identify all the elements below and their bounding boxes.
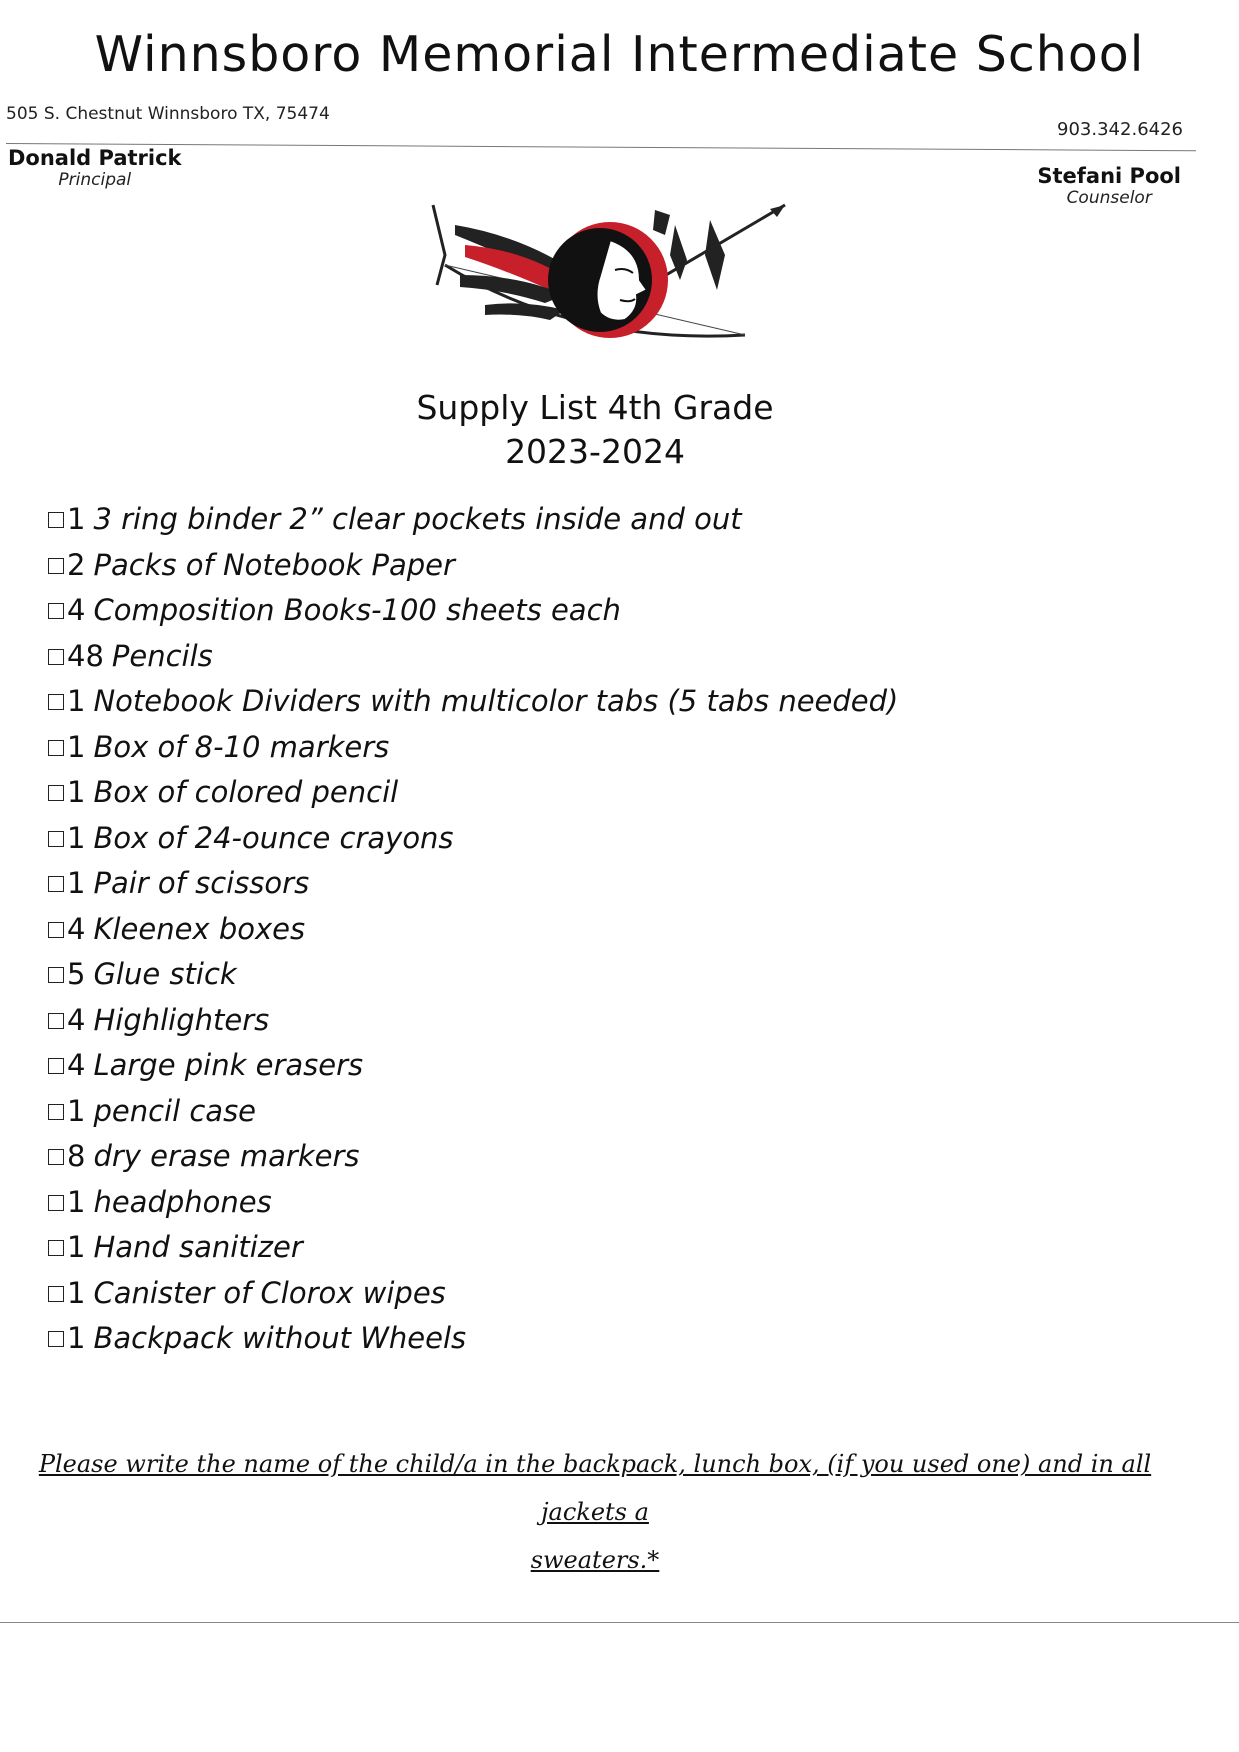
item-quantity: 1 xyxy=(67,684,86,718)
item-quantity: 4 xyxy=(67,911,86,946)
item-text: Packs of Notebook Paper xyxy=(93,547,455,582)
labeling-note xyxy=(0,1440,1190,1584)
item-text: Hand sanitizer xyxy=(93,1230,303,1264)
school-name: Winnsboro Memorial Intermediate School xyxy=(94,26,1145,83)
item-quantity: 1 xyxy=(67,729,86,764)
item-quantity: 1 xyxy=(67,502,86,536)
title-year: 2023-2024 xyxy=(505,432,685,471)
item-text: pencil case xyxy=(93,1093,257,1128)
item-quantity: 4 xyxy=(67,1048,86,1082)
checkbox-icon[interactable] xyxy=(48,1149,64,1165)
school-phone: 903.342.6426 xyxy=(1057,119,1183,140)
header-divider xyxy=(6,143,1196,151)
checkbox-icon[interactable] xyxy=(48,1286,64,1302)
list-item xyxy=(48,821,898,867)
list-item xyxy=(48,593,898,639)
checkbox-icon[interactable] xyxy=(48,1058,64,1074)
list-item xyxy=(48,730,898,776)
list-item xyxy=(48,1185,898,1231)
item-text: Notebook Dividers with multicolor tabs (5 tabs needed) xyxy=(93,684,899,718)
item-quantity: 48 xyxy=(67,638,104,673)
item-quantity: 8 xyxy=(67,1139,86,1173)
item-quantity: 1 xyxy=(67,866,86,900)
list-item xyxy=(48,1139,898,1185)
checkbox-icon[interactable] xyxy=(48,1240,64,1256)
item-quantity: 1 xyxy=(67,820,86,855)
checkbox-icon[interactable] xyxy=(48,967,64,983)
principal-block xyxy=(8,146,182,190)
checkbox-icon[interactable] xyxy=(48,694,64,710)
title-line: Supply List 4th Grade xyxy=(416,388,774,427)
footer-divider xyxy=(0,1622,1239,1623)
item-quantity: 1 xyxy=(67,1275,86,1310)
list-item xyxy=(48,1003,898,1049)
item-text: 3 ring binder 2” clear pockets inside and out xyxy=(93,502,742,536)
item-text: Kleenex boxes xyxy=(93,911,306,946)
item-quantity: 4 xyxy=(67,1002,86,1037)
checkbox-icon[interactable] xyxy=(48,1104,64,1120)
item-quantity: 1 xyxy=(67,1321,86,1355)
item-text: Backpack without Wheels xyxy=(93,1321,467,1355)
item-text: Canister of Clorox wipes xyxy=(93,1275,446,1310)
list-item xyxy=(48,548,898,594)
mascot-logo-icon xyxy=(425,195,800,360)
list-item xyxy=(48,1276,898,1322)
list-item xyxy=(48,1048,898,1094)
item-text: Glue stick xyxy=(93,957,237,991)
item-text: Composition Books-100 sheets each xyxy=(93,593,621,627)
principal-name: Donald Patrick xyxy=(8,146,182,170)
school-address: 505 S. Chestnut Winnsboro TX, 75474 xyxy=(6,104,330,124)
list-item xyxy=(48,866,898,912)
principal-role: Principal xyxy=(58,170,132,190)
list-item xyxy=(48,639,898,685)
counselor-block xyxy=(1037,164,1181,208)
list-item xyxy=(48,912,898,958)
note-line-end: sweaters.* xyxy=(530,1546,660,1574)
list-item xyxy=(48,1094,898,1140)
checkbox-icon[interactable] xyxy=(48,558,64,574)
note-line: Please write the name of the child/a in the backpack, lunch box, (if you used one) and in all jackets a xyxy=(38,1450,1152,1526)
item-text: Box of 8-10 markers xyxy=(93,729,390,764)
checkbox-icon[interactable] xyxy=(48,922,64,938)
checkbox-icon[interactable] xyxy=(48,785,64,801)
list-item xyxy=(48,1321,898,1367)
counselor-role: Counselor xyxy=(1066,188,1152,208)
item-quantity: 1 xyxy=(67,1184,86,1219)
item-quantity: 1 xyxy=(67,775,86,809)
item-quantity: 2 xyxy=(67,547,86,582)
list-item xyxy=(48,502,898,548)
checkbox-icon[interactable] xyxy=(48,512,64,528)
item-text: headphones xyxy=(93,1184,272,1219)
checkbox-icon[interactable] xyxy=(48,1331,64,1347)
item-quantity: 4 xyxy=(67,593,86,627)
checkbox-icon[interactable] xyxy=(48,649,64,665)
item-quantity: 1 xyxy=(67,1230,86,1264)
item-text: Box of colored pencil xyxy=(93,775,399,809)
counselor-name: Stefani Pool xyxy=(1037,164,1181,188)
checkbox-icon[interactable] xyxy=(48,876,64,892)
item-text: Pencils xyxy=(111,638,213,673)
item-text: Box of 24-ounce crayons xyxy=(93,820,454,855)
checkbox-icon[interactable] xyxy=(48,603,64,619)
item-text: Large pink erasers xyxy=(93,1048,364,1082)
list-item xyxy=(48,957,898,1003)
checkbox-icon[interactable] xyxy=(48,740,64,756)
list-item xyxy=(48,1230,898,1276)
item-text: Highlighters xyxy=(93,1002,270,1037)
supply-list xyxy=(48,502,898,1367)
checkbox-icon[interactable] xyxy=(48,1195,64,1211)
item-quantity: 5 xyxy=(67,957,86,991)
item-text: Pair of scissors xyxy=(93,866,310,900)
list-item xyxy=(48,684,898,730)
item-text: dry erase markers xyxy=(93,1139,360,1173)
checkbox-icon[interactable] xyxy=(48,831,64,847)
item-quantity: 1 xyxy=(67,1093,86,1128)
page-title xyxy=(0,386,1190,474)
list-item xyxy=(48,775,898,821)
checkbox-icon[interactable] xyxy=(48,1013,64,1029)
